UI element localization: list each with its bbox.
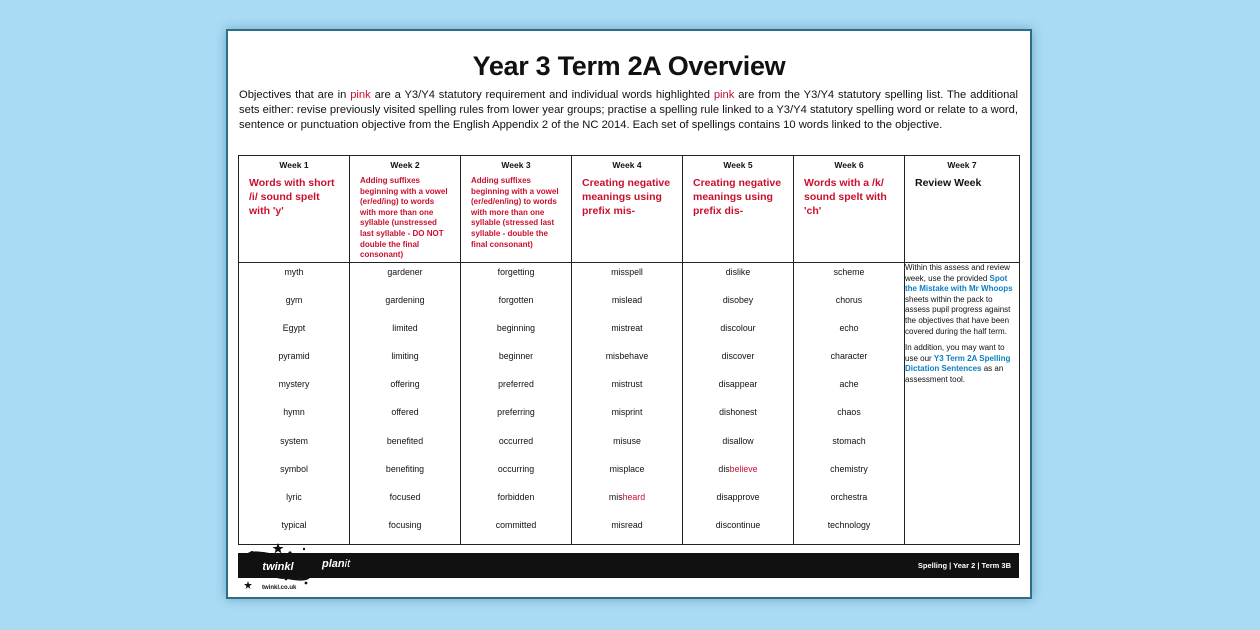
- intro-paragraph: [239, 88, 1018, 133]
- spelling-word: chaos: [837, 407, 861, 418]
- week-objective: Words with a /k/ sound spelt with 'ch': [804, 177, 887, 217]
- spelling-word: disappear: [718, 379, 758, 390]
- week-objective: Creating negative meanings using prefix mis-: [582, 177, 671, 217]
- spelling-word: misplace: [609, 463, 645, 474]
- spelling-word: dishonest: [719, 407, 757, 418]
- header-row: [239, 156, 1020, 263]
- spelling-word: orchestra: [830, 491, 868, 502]
- spelling-word: scheme: [833, 267, 865, 277]
- site-url: twinkl.co.uk: [262, 585, 297, 591]
- spelling-word: discolour: [720, 323, 756, 334]
- spelling-word: lyric: [286, 491, 302, 502]
- review-text: Within this assess and review week, use the provided: [905, 263, 1010, 283]
- statutory-word-highlight: heard: [622, 491, 646, 502]
- spelling-word: mystery: [278, 379, 310, 390]
- intro-pink-word: pink: [713, 89, 735, 101]
- spelling-word: disobey: [722, 295, 754, 306]
- document-page: [226, 29, 1032, 599]
- spelling-word: [683, 460, 793, 488]
- week-objective: Adding suffixes beginning with a vowel (er/ed/en/ing) to words with more than one syllable (stressed last syllable - double the final consonant): [471, 176, 559, 249]
- spelling-word: disallow: [722, 435, 754, 446]
- word-list: [794, 263, 904, 544]
- spelling-word: system: [280, 435, 308, 446]
- spelling-word: discover: [721, 351, 755, 362]
- spelling-word: benefited: [386, 435, 424, 446]
- word-list: [572, 263, 682, 544]
- word-prefix: dis: [718, 463, 730, 474]
- spelling-word: occurred: [498, 435, 534, 446]
- footer-meta: Spelling | Year 2 | Term 3B: [917, 561, 1011, 570]
- overview-table: [238, 155, 1020, 545]
- spelling-word: misprint: [611, 407, 643, 418]
- planit-light: it: [344, 558, 351, 570]
- spelling-word: technology: [827, 519, 871, 530]
- spelling-word: [572, 488, 682, 516]
- word-list: [461, 263, 571, 544]
- spelling-word: preferred: [498, 379, 534, 390]
- spelling-word: pyramid: [278, 351, 310, 362]
- spelling-word: misbehave: [605, 351, 649, 362]
- week-label: Week 3: [501, 160, 531, 170]
- spelling-word: hymn: [283, 407, 305, 418]
- spelling-word: discontinue: [715, 519, 761, 530]
- spelling-word: forgotten: [498, 295, 534, 306]
- spelling-word: disapprove: [716, 491, 760, 502]
- spelling-word: benefiting: [385, 463, 425, 474]
- spelling-word: occurring: [497, 463, 535, 474]
- intro-text: are a Y3/Y4 statutory requirement and individual words highlighted: [370, 89, 714, 101]
- intro-text: Objectives that are in: [239, 89, 351, 101]
- week-label: Week 1: [279, 160, 309, 170]
- spelling-word: Egypt: [282, 323, 306, 334]
- word-list-cell: [794, 263, 905, 545]
- spelling-word: offered: [391, 407, 419, 418]
- week-header: [794, 156, 905, 263]
- spelling-word: ache: [839, 379, 859, 390]
- review-notes-cell: [905, 263, 1020, 545]
- spelling-word: chemistry: [830, 463, 868, 474]
- week-header: [572, 156, 683, 263]
- word-list: [350, 263, 460, 544]
- spelling-word: symbol: [280, 463, 308, 474]
- spelling-word: dislike: [725, 267, 751, 277]
- word-list: [683, 263, 793, 544]
- intro-pink-word: pink: [350, 89, 371, 101]
- review-text: sheets within the pack to assess pupil progress against the objectives that have been covered during the half term.: [905, 294, 1011, 336]
- spelling-word: misspell: [611, 267, 643, 277]
- spelling-word: gardener: [387, 267, 423, 277]
- spelling-word: forbidden: [497, 491, 535, 502]
- review-text: In addition, you may want to use our: [905, 343, 1005, 363]
- word-prefix: mis: [608, 491, 623, 502]
- spelling-word: misread: [611, 519, 643, 530]
- spelling-word: chorus: [835, 295, 863, 306]
- spelling-word: mistrust: [611, 379, 643, 390]
- word-list-cell: [239, 263, 350, 545]
- spelling-word: stomach: [832, 435, 866, 446]
- dictation-sentences-link[interactable]: Y3 Term 2A Spelling Dictation Sentences: [905, 353, 1011, 374]
- week-label: Week 6: [834, 160, 864, 170]
- review-paragraph: [905, 263, 1019, 337]
- week-label: Week 2: [390, 160, 420, 170]
- week-label: Week 7: [947, 160, 977, 170]
- week-objective: Review Week: [915, 177, 982, 189]
- week-objective: Creating negative meanings using prefix dis-: [693, 177, 782, 217]
- spelling-word: misuse: [613, 435, 641, 446]
- twinkl-wordmark: twinkl: [262, 561, 294, 573]
- word-list-cell: [683, 263, 794, 545]
- spelling-word: character: [830, 351, 868, 362]
- words-row: [239, 263, 1020, 545]
- spelling-word: forgetting: [497, 267, 535, 277]
- spelling-word: gardening: [385, 295, 425, 306]
- week-header: [461, 156, 572, 263]
- spelling-word: beginner: [498, 351, 534, 362]
- intro-text: are from the Y3/Y4 statutory spelling list. The additional sets either: revise previously visited spelling rules from lower year groups; practise a spelling rule linked to a Y3/Y4 statutory spelling word or relate to a word, sentence or punctuation objective from the English Appendix 2 of the NC 2014. Each set of spellings contains 10 words linked to the objective.: [239, 89, 1018, 131]
- spelling-word: beginning: [496, 323, 536, 334]
- word-list-cell: [350, 263, 461, 545]
- spelling-word: mislead: [611, 295, 643, 306]
- spelling-word: myth: [284, 267, 304, 277]
- word-list-cell: [461, 263, 572, 545]
- planit-brand: [322, 558, 350, 570]
- week-header: [239, 156, 350, 263]
- statutory-word-highlight: believe: [729, 463, 758, 474]
- spelling-word: limiting: [391, 351, 419, 362]
- week-header: [905, 156, 1020, 263]
- week-header: [683, 156, 794, 263]
- word-list: [239, 263, 349, 544]
- spelling-word: focusing: [388, 519, 422, 530]
- spelling-word: gym: [285, 295, 303, 306]
- spelling-word: typical: [281, 519, 307, 530]
- spelling-word: committed: [495, 519, 537, 530]
- spelling-word: mistreat: [611, 323, 643, 334]
- spelling-word: echo: [839, 323, 859, 334]
- review-text: as an assessment tool.: [905, 364, 1004, 384]
- spelling-word: offering: [390, 379, 420, 390]
- week-label: Week 5: [723, 160, 753, 170]
- review-paragraph: [905, 343, 1019, 385]
- week-header: [350, 156, 461, 263]
- week-label: Week 4: [612, 160, 642, 170]
- spelling-word: preferring: [497, 407, 535, 418]
- spelling-word: limited: [392, 323, 418, 334]
- week-objective: Words with short /i/ sound spelt with 'y': [249, 177, 335, 217]
- spot-the-mistake-link[interactable]: Spot the Mistake with Mr Whoops: [905, 273, 1013, 294]
- planit-bold: plan: [322, 558, 345, 570]
- word-list-cell: [572, 263, 683, 545]
- spelling-word: focused: [389, 491, 421, 502]
- week-objective: Adding suffixes beginning with a vowel (er/ed/ing) to words with more than one syllable (unstressed last syllable - DO NOT double the final consonant): [360, 176, 448, 260]
- page-title: Year 3 Term 2A Overview: [472, 51, 786, 81]
